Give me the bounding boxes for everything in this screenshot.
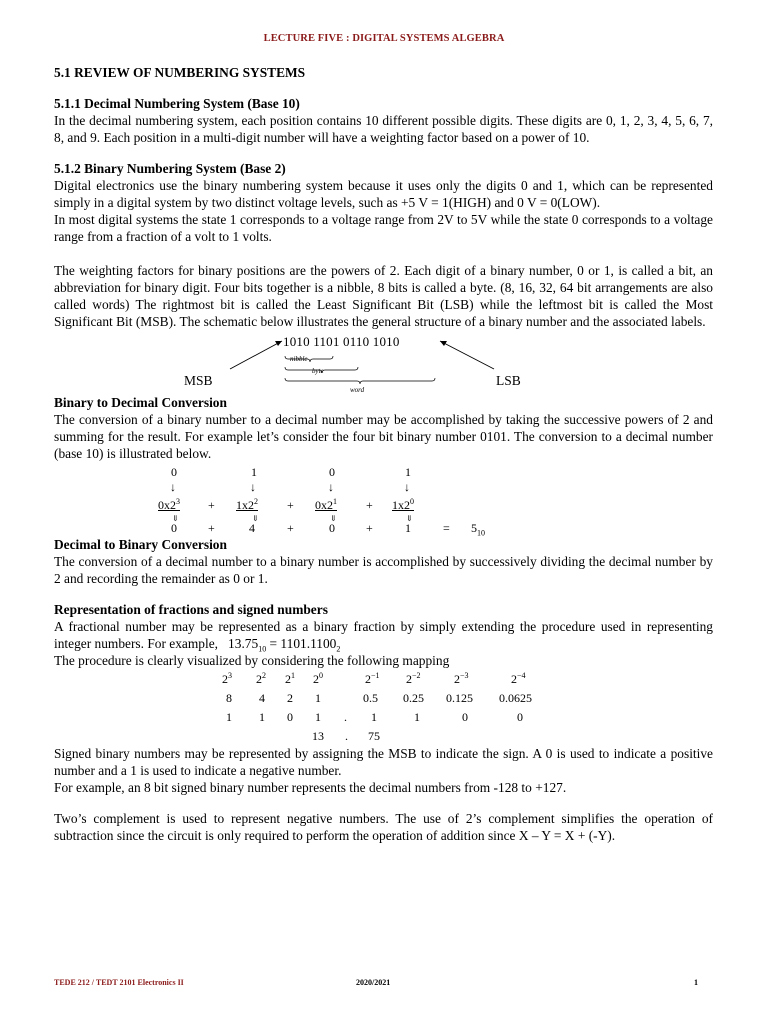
weight: 0.25	[403, 691, 424, 705]
binary-structure-diagram	[54, 330, 713, 394]
msb-arrowhead	[275, 341, 282, 346]
conv-bit: 0	[329, 465, 335, 479]
equiv-arrow: ⇓	[252, 514, 259, 523]
plus-sign: +	[287, 498, 294, 512]
section-5-1-title: 5.1 REVIEW OF NUMBERING SYSTEMS	[54, 65, 306, 80]
conv-term: $0x2^1$	[315, 497, 337, 512]
equiv-arrow: ⇓	[172, 514, 179, 523]
conv-result: 0	[171, 521, 177, 535]
fractions-title: Representation of fractions and signed numbers	[54, 602, 328, 617]
weight: 4	[259, 691, 265, 705]
section-5-1-2-body1: Digital electronics use the binary numbering system because it uses only the digits 0 and 1, which can be represented simply in a digital system by two distinct voltage levels, such as +5 V = 1(HIGH) and 0 V = 0(LOW).	[54, 178, 713, 210]
plus-sign: +	[366, 521, 373, 535]
section-5-1-2-body2: In most digital systems the state 1 corresponds to a voltage range from 2V to 5V while the state 0 corresponds to a voltage range from a fraction of a volt to 1 volts.	[54, 212, 713, 244]
byte-label: byte	[312, 367, 324, 375]
signed-body2: For example, an 8 bit signed binary number represents the decimal numbers from -128 to +127.	[54, 780, 567, 795]
fractions-body2: The procedure is clearly visualized by considering the following mapping	[54, 653, 450, 668]
power-of-two: $2^1$	[285, 671, 295, 686]
down-arrow: ↓	[170, 480, 176, 494]
mapped-bit: 1	[414, 710, 420, 724]
weight: 0.5	[363, 691, 378, 705]
b2d-title: Binary to Decimal Conversion	[54, 395, 227, 410]
binary-number: 1010 1101 0110 1010	[283, 334, 400, 349]
power-of-two: $2^0$	[313, 671, 323, 686]
section-5-1-2-title: 5.1.2 Binary Numbering System (Base 2)	[54, 161, 286, 176]
footer-year: 2020/2021	[356, 978, 391, 987]
decimal-point: .	[345, 729, 348, 743]
footer-course: TEDE 212 / TEDT 2101 Electronics II	[54, 978, 184, 987]
d2b-body: The conversion of a decimal number to a binary number is accomplished by successively dividing the decimal number by 2 and recording the remainder as 0 or 1.	[54, 554, 713, 586]
power-of-two: $2^{-2}$	[406, 671, 421, 686]
lsb-arrow-line	[440, 341, 494, 369]
mapped-bit: 0	[287, 710, 293, 724]
fractions-body1: A fractional number may be represented as a binary fraction by simply extending the procedure used in representing integer numbers. For example, $13.75_{10} = 1101.1100_2$	[54, 619, 713, 654]
conv-total: $5_{10}$	[471, 521, 485, 538]
plus-sign: +	[366, 498, 373, 512]
binary-conversion-example	[54, 462, 713, 536]
mapped-bit: 0	[462, 710, 468, 724]
d2b-title: Decimal to Binary Conversion	[54, 537, 227, 552]
conv-term: $1x2^0$	[392, 497, 414, 512]
mapped-bit: 0	[517, 710, 523, 724]
equiv-arrow: ⇓	[406, 514, 413, 523]
conv-bit: 0	[171, 465, 177, 479]
lsb-label: LSB	[496, 373, 521, 388]
signed-body3: Two’s complement is used to represent negative numbers. The use of 2’s complement simplifies the operation of subtraction since the circuit is only required to perform the operation of addition since X – Y = X + (-Y).	[54, 811, 713, 843]
weight: 0.0625	[499, 691, 532, 705]
fraction-part: 75	[368, 729, 380, 743]
page-content	[54, 64, 713, 844]
msb-arrow-line	[230, 341, 282, 369]
power-of-two: $2^{-4}$	[511, 671, 526, 686]
conv-bit: 1	[251, 465, 257, 479]
page-header: LECTURE FIVE : DIGITAL SYSTEMS ALGEBRA	[263, 33, 505, 44]
power-of-two: $2^3$	[222, 671, 232, 686]
power-of-two: $2^2$	[256, 671, 266, 686]
mapped-bit: 1	[371, 710, 377, 724]
lsb-arrowhead	[440, 341, 447, 346]
conv-term: $1x2^2$	[236, 497, 258, 512]
footer-page-number: 1	[694, 978, 698, 987]
weight: 1	[315, 691, 321, 705]
weight: 2	[287, 691, 293, 705]
b2d-body: The conversion of a binary number to a decimal number may be accomplished by taking the successive powers of 2 and summing for the result. For example let’s consider the four bit binary number 0101. The conversion to a decimal number (base 10) is illustrated below.	[54, 412, 713, 461]
equiv-arrow: ⇓	[330, 514, 337, 523]
mapped-bit: 1	[226, 710, 232, 724]
mapped-bit: 1	[259, 710, 265, 724]
down-arrow: ↓	[404, 480, 410, 494]
signed-body1: Signed binary numbers may be represented by assigning the MSB to indicate the sign. A 0 is used to indicate a positive number and a 1 is used to indicate a negative number.	[54, 746, 713, 778]
integer-part: 13	[312, 729, 324, 743]
msb-label: MSB	[184, 373, 213, 388]
plus-sign: +	[287, 521, 294, 535]
fraction-mapping-table	[54, 669, 713, 745]
section-5-1-1-title: 5.1.1 Decimal Numbering System (Base 10)	[54, 96, 300, 111]
conv-result: 0	[329, 521, 335, 535]
conv-result: 1	[405, 521, 411, 535]
section-5-1-1-body: In the decimal numbering system, each position contains 10 different possible digits. These digits are 0, 1, 2, 3, 4, 5, 6, 7, 8, and 9. Each position in a multi-digit number will have a weighting factor based on a power of 10.	[54, 113, 713, 145]
power-of-two: $2^{-3}$	[454, 671, 469, 686]
nibble-label: nibble	[290, 355, 308, 363]
weight: 0.125	[446, 691, 473, 705]
equals-sign: =	[443, 521, 450, 535]
section-5-1-2-body3: The weighting factors for binary positions are the powers of 2. Each digit of a binary number, 0 or 1, is called a bit, an abbreviation for binary digit. Four bits together is a nibble, 8 bits is called a byte. (8, 16, 32, 64 bit arrangements are also called words) The rightmost bit is called the Least Significant Bit (LSB) while the leftmost bit is called the Most Significant Bit (MSB). The schematic below illustrates the general structure of a binary number and the associated labels.	[54, 263, 713, 329]
down-arrow: ↓	[328, 480, 334, 494]
conv-term: $0x2^3$	[158, 497, 180, 512]
conv-result: 4	[249, 521, 255, 535]
word-label: word	[350, 386, 365, 394]
conv-bit: 1	[405, 465, 411, 479]
down-arrow: ↓	[250, 480, 256, 494]
mapped-bit: 1	[315, 710, 321, 724]
binary-point: .	[344, 710, 347, 724]
power-of-two: $2^{-1}$	[365, 671, 380, 686]
weight: 8	[226, 691, 232, 705]
plus-sign: +	[208, 498, 215, 512]
plus-sign: +	[208, 521, 215, 535]
